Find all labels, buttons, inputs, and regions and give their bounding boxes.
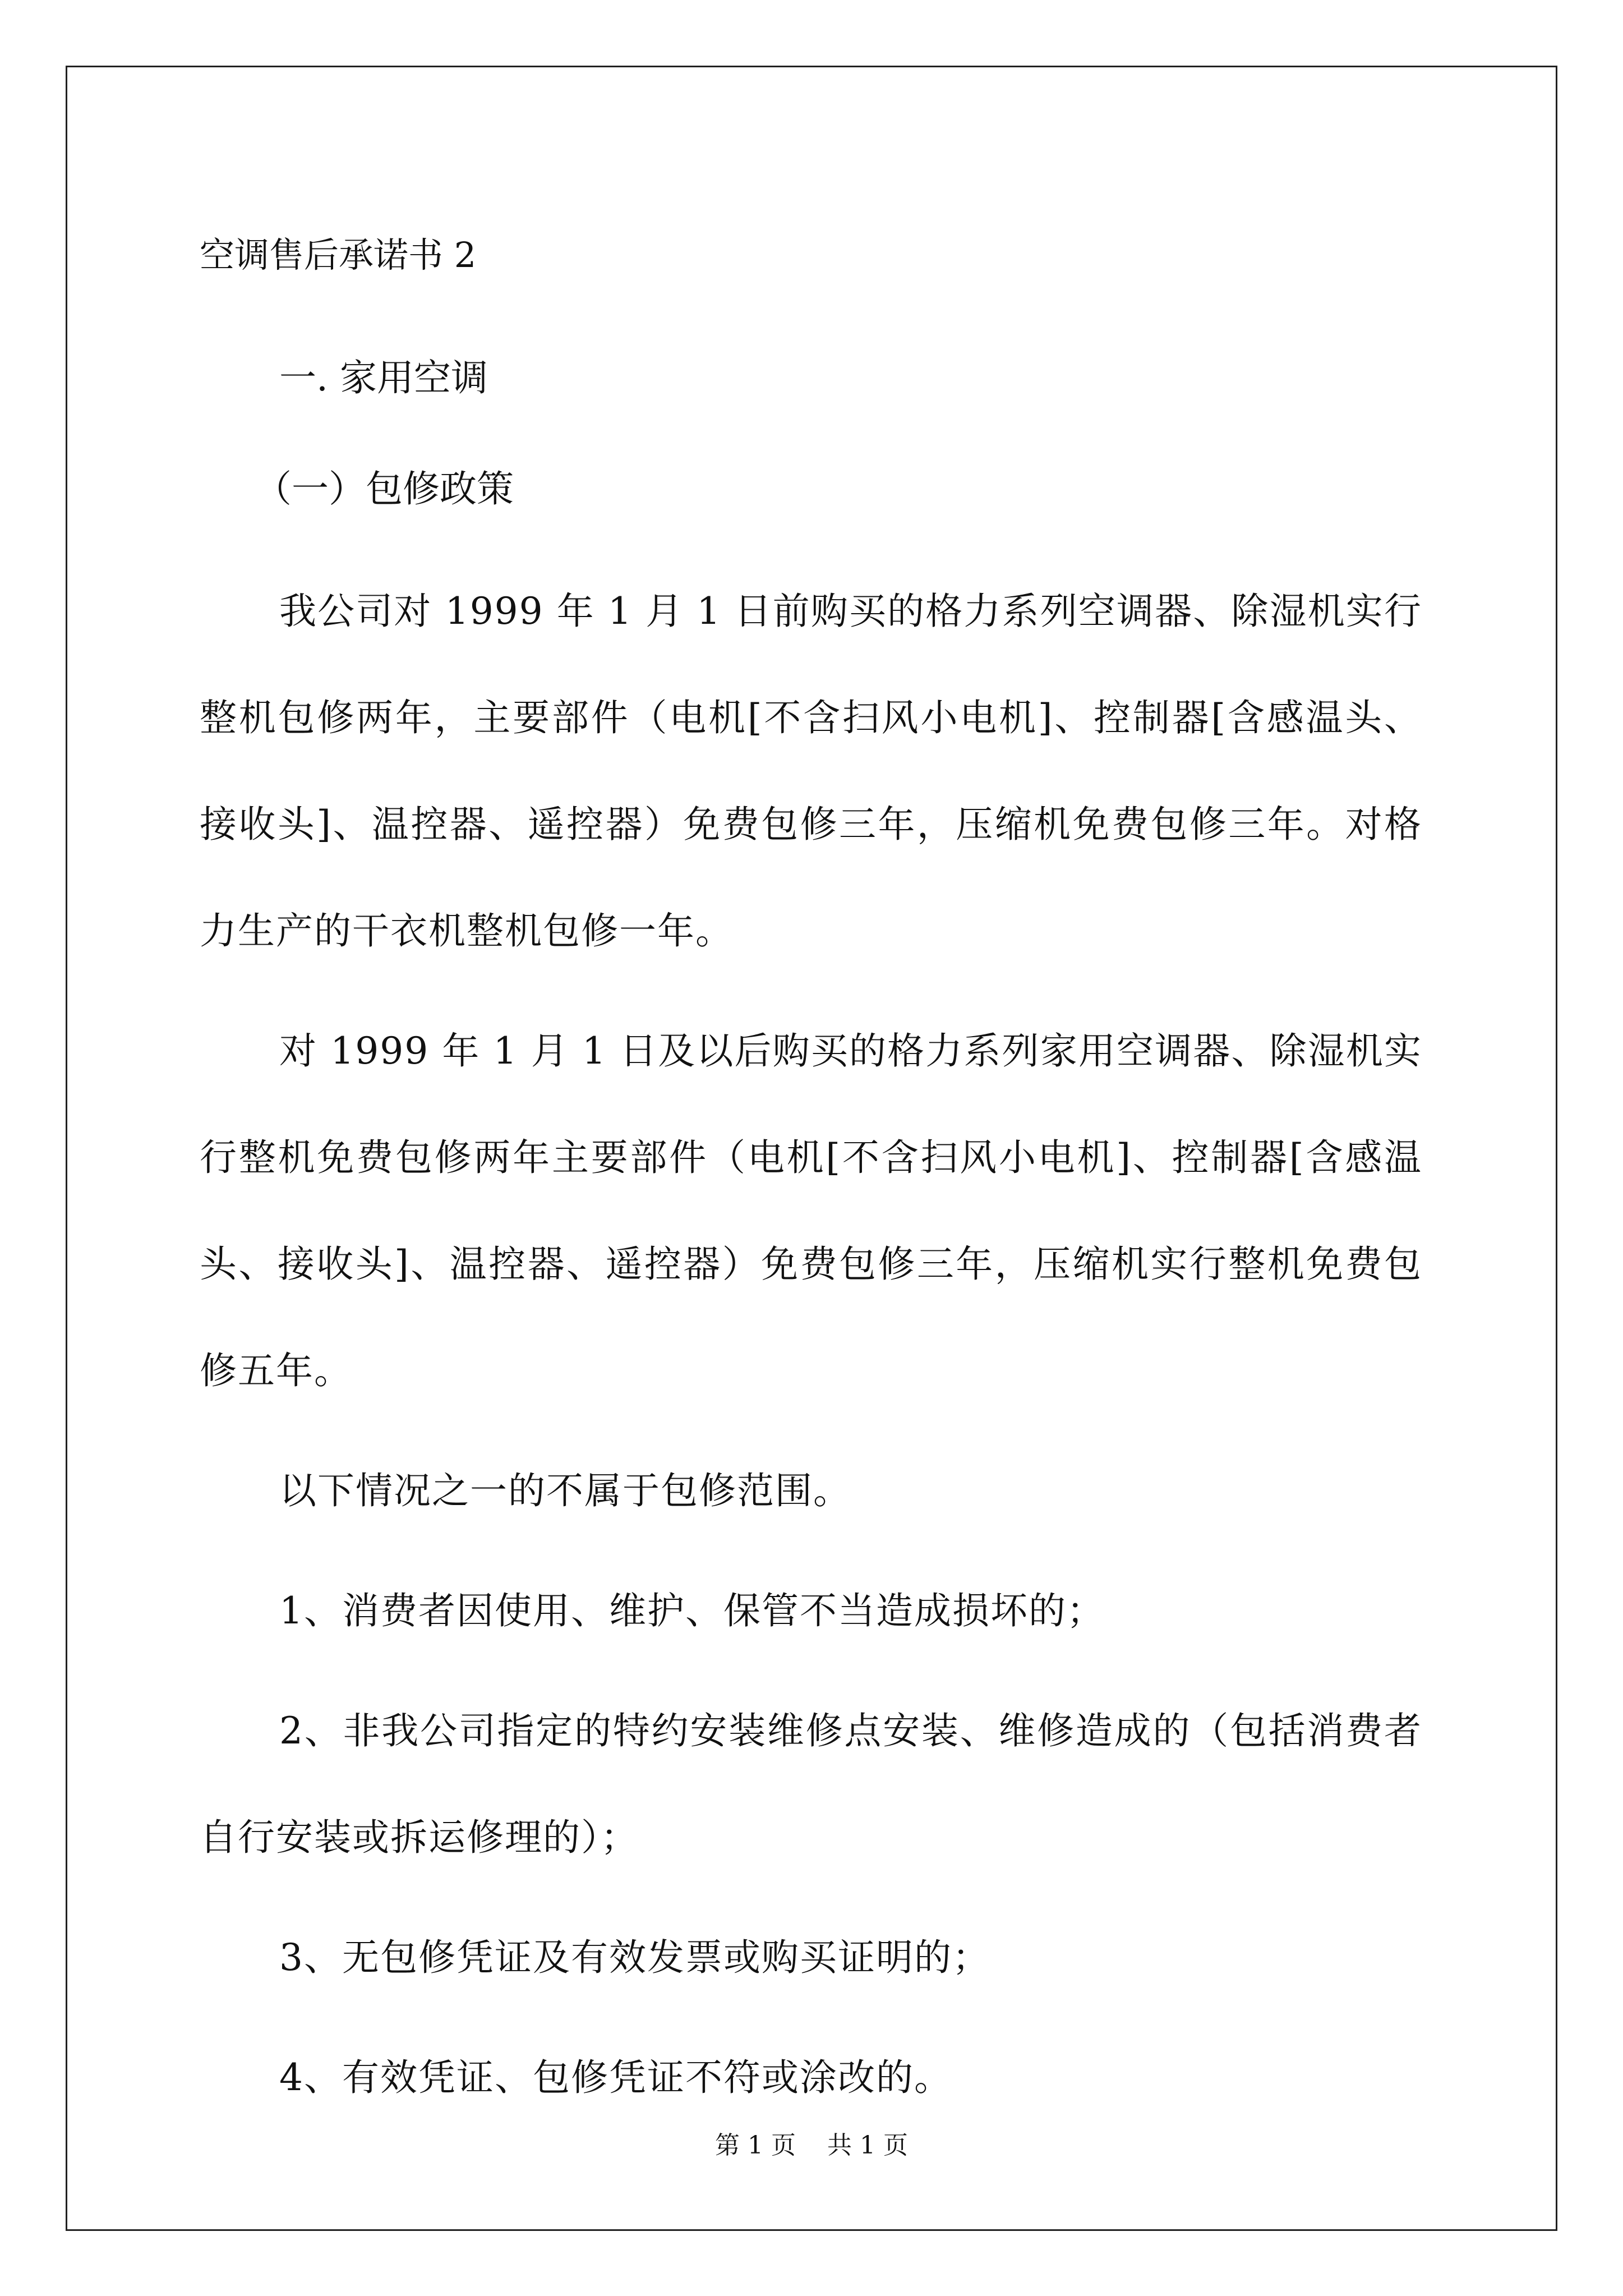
paragraph-warranty-after-1999: 对 1999 年 1 月 1 日及以后购买的格力系列家用空调器、除湿机实行整机免费包修两年主要部件（电机[不含扫风小电机]、控制器[含感温头、接收头]、温控器、遥控器）免费包修三年，压缩机实行整机免费包修五年。 — [200, 1029, 1422, 1392]
list-item: 4、有效凭证、包修凭证不符或涂改的。 — [279, 2056, 952, 2099]
section-heading: 一. 家用空调 — [279, 356, 488, 399]
paragraph-exclusions-intro: 以下情况之一的不属于包修范围。 — [279, 1469, 851, 1512]
page-footer — [0, 2129, 1623, 2162]
document-body — [200, 222, 1422, 2145]
list-item: 2、非我公司指定的特约安装维修点安装、维修造成的（包括消费者自行安装或拆运修理的）； — [200, 1709, 1422, 1859]
page-number: 第 1 页 — [715, 2131, 796, 2160]
subsection-heading: （一）包修政策 — [255, 467, 514, 510]
page-total: 共 1 页 — [827, 2131, 908, 2160]
list-item: 3、无包修凭证及有效发票或购买证明的； — [279, 1936, 990, 1979]
paragraph-warranty-before-1999: 我公司对 1999 年 1 月 1 日前购买的格力系列空调器、除湿机实行整机包修两年，主要部件（电机[不含扫风小电机]、控制器[含感温头、接收头]、温控器、遥控器）免费包修三年，压缩机免费包修三年。对格力生产的干衣机整机包修一年。 — [200, 590, 1422, 953]
list-item: 1、消费者因使用、维护、保管不当造成损坏的； — [279, 1589, 1105, 1632]
document-title: 空调售后承诺书 2 — [200, 234, 477, 275]
